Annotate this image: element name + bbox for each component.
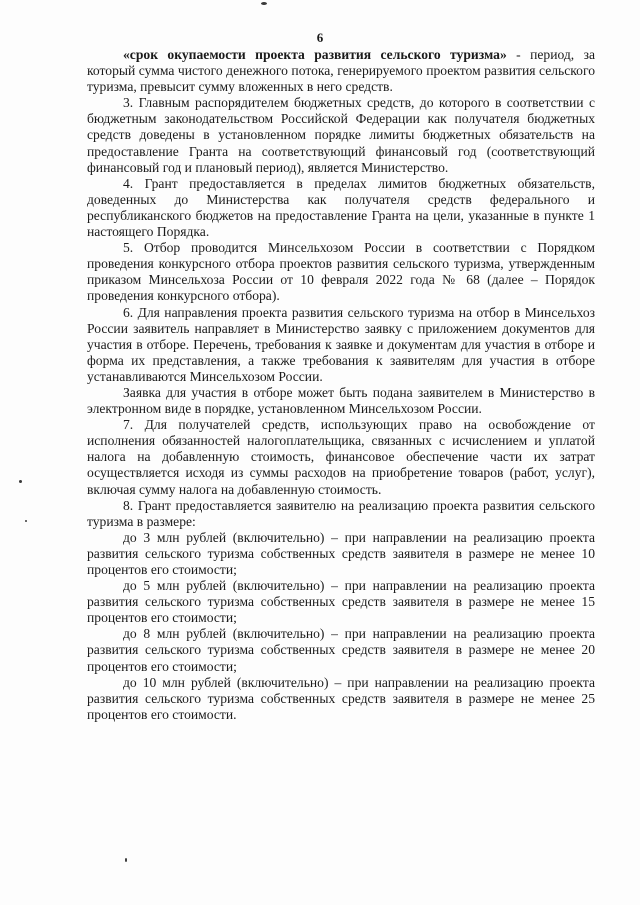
paragraph-3: 3. Главным распорядителем бюджетных средств, до которого в соответствии с бюджетным законодательством Российской Федерации как получателя бюджетных средств доведены в установленном порядке лимиты бюджетных обязательств на предоставление Гранта на соответствующий финансовый год (соответствующий финансовый год и плановый период), является Министерство. — [87, 95, 595, 175]
paragraph-5: 5. Отбор проводится Минсельхозом России в соответствии с Порядком проведения конкурсного отбора проектов развития сельского туризма, утвержденным приказом Минсельхоза России от 10 февраля 2022 года № 68 (далее – Порядок проведения конкурсного отбора). — [87, 240, 595, 304]
paragraph-6-application: Заявка для участия в отборе может быть подана заявителем в Министерство в электронном виде в порядке, установленном Минсельхозом России. — [87, 384, 595, 417]
definition-text: - период, за который сумма чистого денежного потока, генерируемого проектом развития сельского туризма, превысит сумму вложенных в него средств. — [87, 47, 595, 95]
grant-tier-8mln: до 8 млн рублей (включительно) – при направлении на реализацию проекта развития сельского туризма собственных средств заявителя в размере не менее 20 процентов его стоимости; — [87, 626, 595, 674]
document-body — [87, 47, 595, 723]
scan-speck — [25, 520, 27, 522]
paragraph-definition — [87, 47, 595, 95]
page-number: 6 — [316, 30, 324, 45]
grant-tier-3mln: до 3 млн рублей (включительно) – при направлении на реализацию проекта развития сельского туризма собственных средств заявителя в размере не менее 10 процентов его стоимости; — [87, 529, 595, 577]
scan-speck — [125, 858, 127, 862]
paragraph-4: 4. Грант предоставляется в пределах лимитов бюджетных обязательств, доведенных до Министерства как получателя средств федерального и республиканского бюджетов на предоставление Гранта на цели, указанные в пункте 1 настоящего Порядка. — [87, 175, 595, 240]
defined-term: «срок окупаемости проекта развития сельского туризма» — [123, 47, 507, 62]
scan-speck — [261, 2, 267, 5]
grant-tier-5mln: до 5 млн рублей (включительно) – при направлении на реализацию проекта развития сельского туризма собственных средств заявителя в размере не менее 15 процентов его стоимости; — [87, 578, 595, 626]
grant-tier-10mln: до 10 млн рублей (включительно) – при направлении на реализацию проекта развития сельского туризма собственных средств заявителя в размере не менее 25 процентов его стоимости. — [87, 674, 595, 722]
paragraph-8: 8. Грант предоставляется заявителю на реализацию проекта развития сельского туризма в размере: — [87, 497, 595, 529]
paragraph-6: 6. Для направления проекта развития сельского туризма на отбор в Минсельхоз России заявитель направляет в Министерство заявку с приложением документов для участия в отборе. Перечень, требования к заявке и документам для участия в отборе и форма их представления, а также требования к заявителям для участия в отборе устанавливаются Минсельхозом России. — [87, 304, 595, 384]
paragraph-7: 7. Для получателей средств, использующих право на освобождение от исполнения обязанностей налогоплательщика, связанных с исчислением и уплатой налога на добавленную стоимость, финансовое обеспечение части их затрат осуществляется исходя из суммы расходов на приобретение товаров (работ, услуг), включая сумму налога на добавленную стоимость. — [87, 417, 595, 497]
scan-speck — [19, 480, 22, 483]
